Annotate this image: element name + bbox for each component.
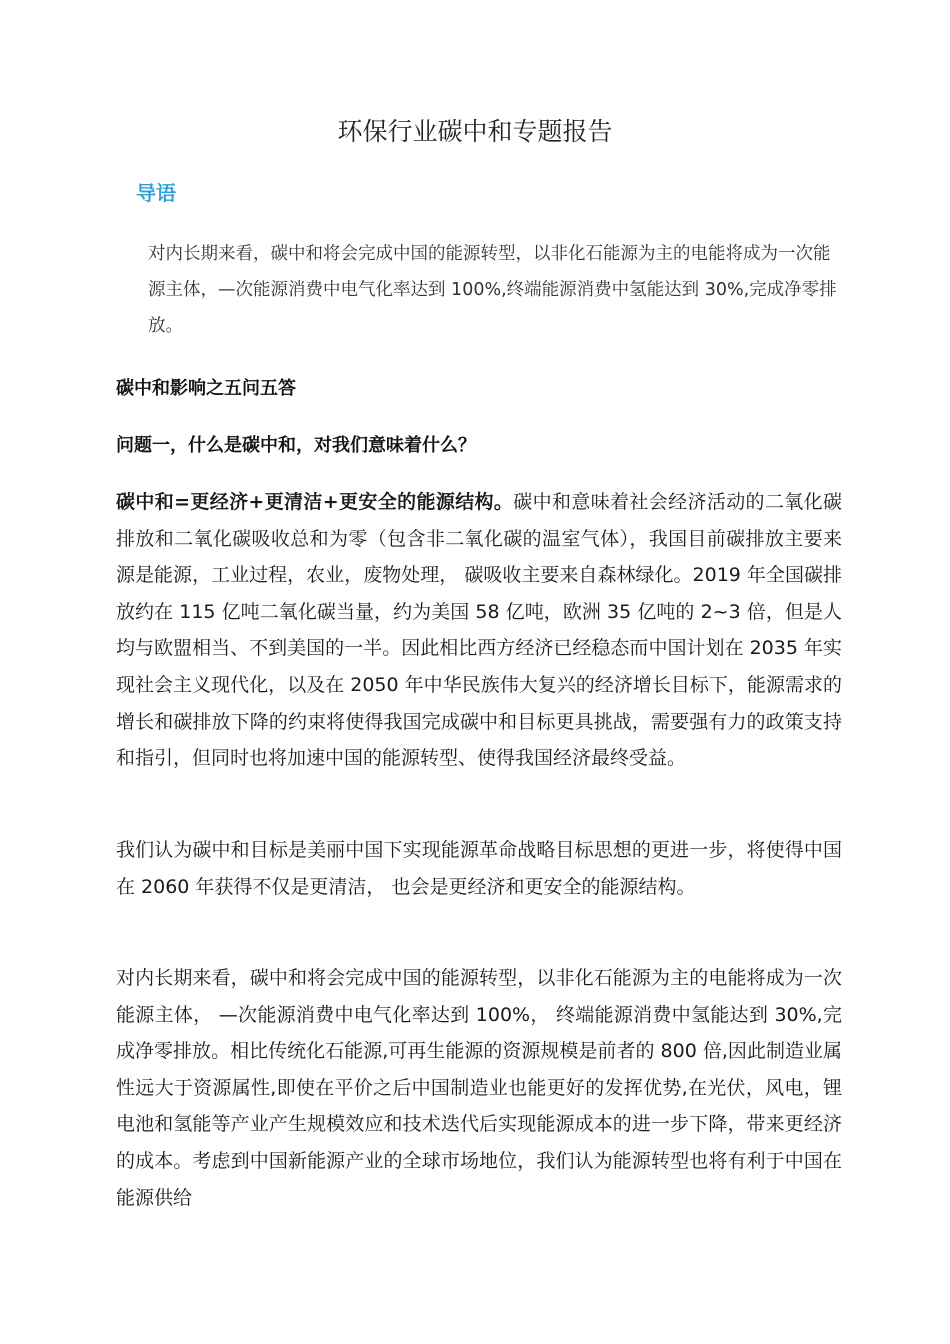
- question-heading: 问题一，什么是碳中和，对我们意味着什么？: [116, 435, 476, 456]
- section-heading: 碳中和影响之五问五答: [116, 378, 296, 399]
- lead-heading: 导语: [136, 181, 176, 205]
- lead-paragraph: 对内长期来看，碳中和将会完成中国的能源转型，以非化石能源为主的电能将成为一次能源主体，—次能源消费中电气化率达到 100%,终端能源消费中氢能达到 30%,完成净零排放。: [148, 244, 837, 336]
- paragraph-1-text: 碳中和意味着社会经济活动的二氧化碳排放和二氧化碳吸收总和为零（包含非二氧化碳的温室气体），我国目前碳排放主要来源是能源，工业过程，农业，废物处理， 碳吸收主要来自森林绿化。2019 年全国碳排放约在 115 亿吨二氧化碳当量，约为美国 58 亿吨，欧洲 35 亿吨的 2~3 倍，但是人均与欧盟相当、不到美国的一半。因此相比西方经济已经稳态而中国计划在 2035 年实现社会主义现代化，以及在 2050 年中华民族伟大复兴的经济增长目标下，能源需求的增长和碳排放下降的约束将使得我国完成碳中和目标更具挑战，需要强有力的政策支持和指引，但同时也将加速中国的能源转型、使得我国经济最终受益。: [116, 491, 842, 770]
- paragraph-3: 对内长期来看，碳中和将会完成中国的能源转型，以非化石能源为主的电能将成为一次能源主体， —次能源消费中电气化率达到 100%， 终端能源消费中氢能达到 30%,完成净零排放。相比传统化石能源,可再生能源的资源规模是前者的 800 倍,因此制造业属性远大于资源属性,即使在平价之后中国制造业也能更好的发挥优势,在光伏，风电，锂电池和氢能等产业产生规模效应和技术迭代后实现能源成本的进一步下降，带来更经济的成本。考虑到中国新能源产业的全球市场地位，我们认为能源转型也将有利于中国在能源供给: [116, 967, 842, 1209]
- paragraph-1: [116, 484, 842, 777]
- paragraph-2: 我们认为碳中和目标是美丽中国下实现能源革命战略目标思想的更进一步，将使得中国在 2060 年获得不仅是更清洁， 也会是更经济和更安全的能源结构。: [116, 839, 842, 898]
- page-title: 环保行业碳中和专题报告: [337, 117, 613, 146]
- paragraph-1-bold-lead: 碳中和=更经济+更清洁+更安全的能源结构。: [116, 491, 514, 513]
